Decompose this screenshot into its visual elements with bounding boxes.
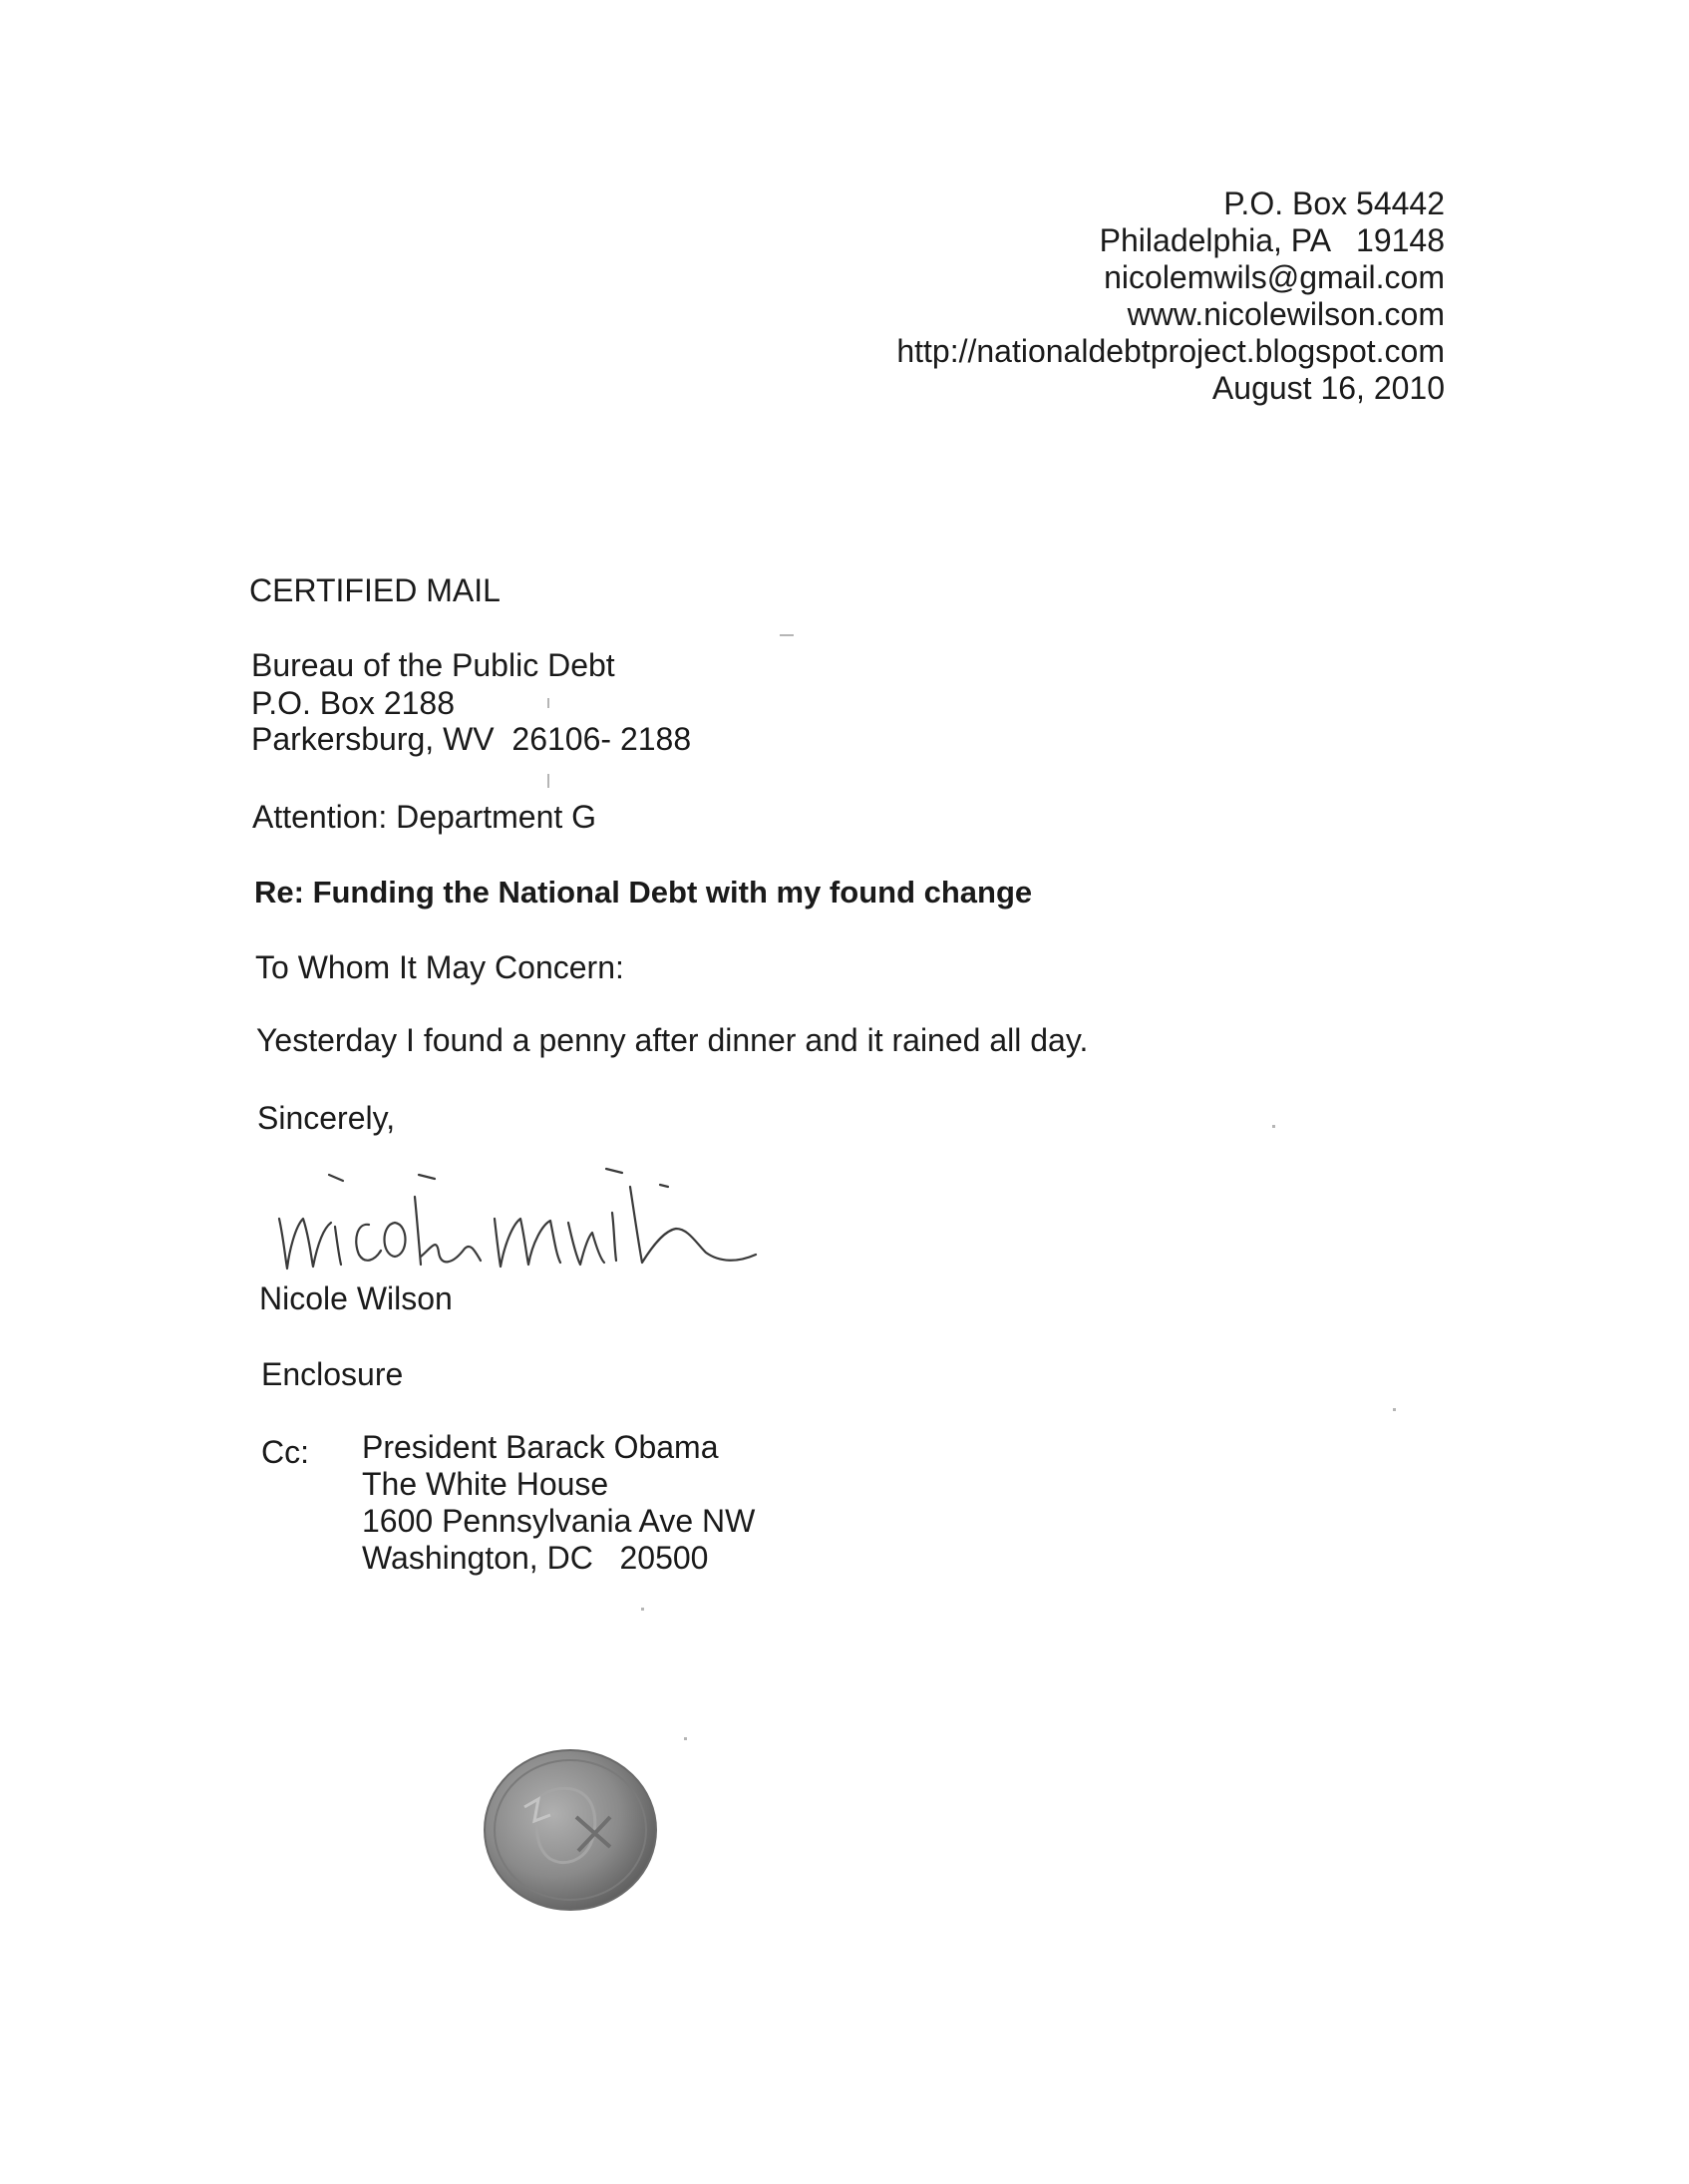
- closing: Sincerely,: [257, 1100, 396, 1136]
- scan-speck: [780, 634, 794, 636]
- sender-website: www.nicolewilson.com: [1127, 296, 1445, 332]
- cc-label: Cc:: [261, 1434, 309, 1470]
- delivery-method: CERTIFIED MAIL: [249, 572, 501, 608]
- sender-blog-url: http://nationaldebtproject.blogspot.com: [896, 333, 1445, 369]
- cc-address-line3: Washington, DC 20500: [362, 1540, 709, 1576]
- scan-speck: [547, 698, 549, 708]
- letter-body: Yesterday I found a penny after dinner and it rained all day.: [256, 1022, 1089, 1058]
- scan-speck: [1272, 1125, 1275, 1128]
- enclosure-notation: Enclosure: [261, 1356, 404, 1392]
- scan-speck: [547, 774, 549, 788]
- penny-coin-icon: [481, 1747, 660, 1913]
- recipient-city-state-zip: Parkersburg, WV 26106- 2188: [251, 721, 692, 757]
- salutation: To Whom It May Concern:: [255, 949, 624, 985]
- scan-speck: [641, 1608, 644, 1611]
- subject-line: Re: Funding the National Debt with my found change: [254, 875, 1033, 910]
- sender-email: nicolemwils@gmail.com: [1104, 259, 1445, 295]
- sender-city-state-zip: Philadelphia, PA 19148: [1099, 222, 1445, 258]
- scan-speck: [684, 1737, 687, 1740]
- cc-address-line1: The White House: [362, 1466, 609, 1502]
- cc-name: President Barack Obama: [362, 1429, 719, 1465]
- letter-date: August 16, 2010: [1211, 370, 1445, 406]
- attention-line: Attention: Department G: [252, 799, 597, 835]
- cc-address-line2: 1600 Pennsylvania Ave NW: [362, 1503, 756, 1539]
- recipient-po-box: P.O. Box 2188: [251, 685, 455, 721]
- recipient-name: Bureau of the Public Debt: [251, 647, 615, 683]
- scan-speck: [1393, 1408, 1396, 1411]
- sender-po-box: P.O. Box 54442: [1223, 185, 1445, 221]
- handwritten-signature: [269, 1157, 828, 1286]
- signer-name: Nicole Wilson: [259, 1280, 453, 1316]
